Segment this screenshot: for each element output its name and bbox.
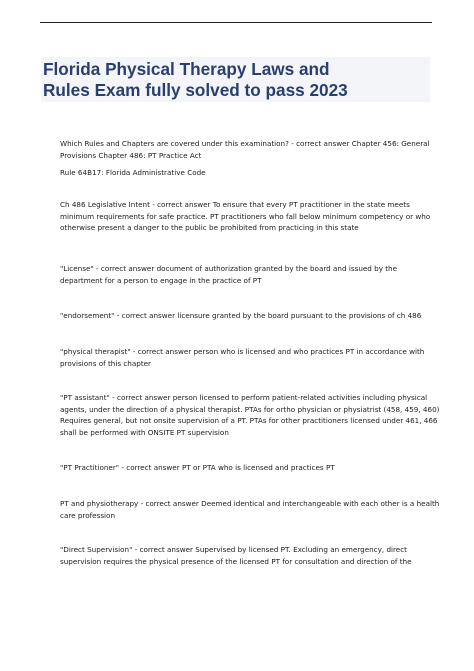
text-line: "License" - correct answer document of authorization granted by the board and issued by the <box>60 264 398 273</box>
paragraph-endorsement <box>60 310 421 322</box>
text-line: "endorsement" - correct answer licensure granted by the board pursuant to the provisions of ch 486 <box>60 311 422 320</box>
text-line: "physical therapist" - correct answer person who is licensed and who practices PT in accordance with <box>60 347 425 356</box>
paragraph-license <box>60 263 397 286</box>
paragraph-direct-supervision <box>60 544 412 567</box>
text-line: Requires general, but not onsite supervision of a PT. PTAs for other practitioners licensed under 461, 466 <box>60 416 438 425</box>
paragraph-rules-chapters <box>60 138 430 161</box>
text-line: department for a person to engage in the practice of PT <box>60 275 262 285</box>
text-line: "PT Practitioner" - correct answer PT or PTA who is licensed and practices PT <box>60 463 335 472</box>
text-line: Which Rules and Chapters are covered under this examination? - correct answer Chapter 456: General <box>60 139 430 148</box>
paragraph-legislative-intent <box>60 199 430 234</box>
paragraph-pt-physiotherapy <box>60 498 439 521</box>
text-line: shall be performed with ONSITE PT supervision <box>60 427 229 437</box>
text-line: provisions of this chapter <box>60 358 152 368</box>
document-title <box>43 59 427 101</box>
paragraph-pt-practitioner <box>60 462 335 474</box>
paragraph-pt-assistant <box>60 392 439 438</box>
title-line-1: Florida Physical Therapy Laws and <box>43 59 330 79</box>
paragraph-rule-64b17 <box>60 167 206 179</box>
text-line: Rule 64B17: Florida Administrative Code <box>60 168 206 177</box>
text-line: otherwise present a danger to the public be prohibited from practicing in this state <box>60 223 359 232</box>
text-line: "Direct Supervision" - correct answer Supervised by licensed PT. Excluding an emergency, direct <box>60 545 407 554</box>
text-line: "PT assistant" - correct answer person licensed to perform patient-related activities including physical <box>60 393 428 402</box>
text-line: supervision requires the physical presence of the licensed PT for consultation and direction of the <box>60 556 412 566</box>
text-line: Provisions Chapter 486: PT Practice Act <box>60 150 202 160</box>
text-line: PT and physiotherapy - correct answer Deemed identical and interchangeable with each other is a health <box>60 499 440 508</box>
paragraph-physical-therapist <box>60 346 424 369</box>
top-divider <box>40 22 432 23</box>
text-line: agents, under the direction of a physical therapist. PTAs for ortho physician or physiatrist (458, 459, 460) <box>60 404 440 414</box>
text-line: minimum requirements for safe practice. PT practitioners who fall below minimum competency or who <box>60 211 431 221</box>
text-line: Ch 486 Legislative Intent - correct answer To ensure that every PT practitioner in the state meets <box>60 200 410 209</box>
title-line-2: Rules Exam fully solved to pass 2023 <box>43 80 348 100</box>
text-line: care profession <box>60 510 116 520</box>
